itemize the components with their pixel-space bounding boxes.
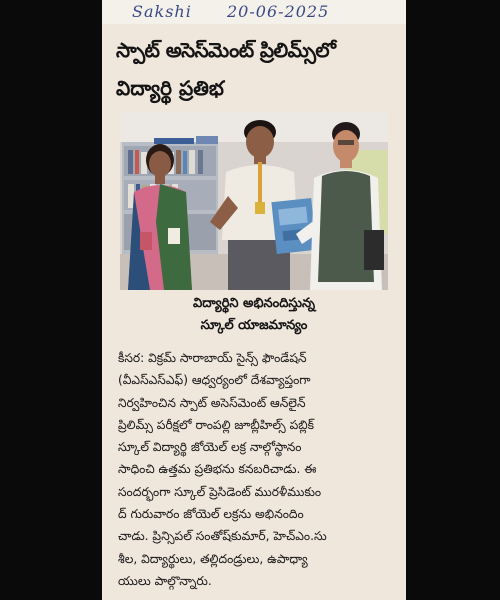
article-line: స్కూల్ విద్యార్థి జోయెల్ లక్ర నాల్గోస్థానం [118,440,302,455]
photo-caption-line-1: విద్యార్థిని అభినందిస్తున్న [192,296,315,311]
article-line: యులు పాల్గొన్నారు. [118,573,212,588]
handwritten-header [102,0,406,24]
handwritten-paper-name: Sakshi [132,2,192,21]
newspaper-clipping [102,0,406,600]
news-photo [120,112,388,290]
article-line: సందర్భంగా స్కూల్ ప్రెసిడెంట్ మురళీముకుం [118,484,322,499]
handwritten-date: 20-06-2025 [227,2,330,21]
article-body [118,347,398,592]
headline-line-1: స్పాట్ అసెస్‌మెంట్ ప్రిలిమ్స్‌లో [116,38,336,62]
article-line: కీసర: విక్రమ్ సారాబాయ్ సైన్స్ ఫౌండేషన్ [118,351,307,365]
article-line: చాడు. ప్రిన్సిపల్ సంతోష్‌కుమార్, హెచ్‌ఎం.సు [118,529,327,544]
headline-line-2: విద్యార్థి ప్రతిభ [116,76,224,100]
photo-caption-line-2: స్కూల్ యాజమాన్యం [200,318,308,333]
article-line: (వీఎస్ఎస్ఎఫ్) ఆధ్వర్యంలో దేశవ్యాప్తంగా [118,373,311,388]
article-line: ప్రిలిమ్స్ పరీక్షలో రాంపల్లి జూబ్లీహిల్స్ పబ్లిక్ [118,417,315,432]
article-line: ద్ గురువారం జోయెల్ లక్రను అభినందిం [118,507,304,522]
article-line: సాధించి ఉత్తమ ప్రతిభను కనబరిచాడు. ఈ [118,462,317,477]
article-line: శీల, విద్యార్థులు, తల్లిదండ్రులు, ఉపాధ్యా [118,551,308,566]
article-line: నిర్వహించిన స్పాట్ అసెస్‌మెంట్ ఆన్‌లైన్ [118,395,306,410]
